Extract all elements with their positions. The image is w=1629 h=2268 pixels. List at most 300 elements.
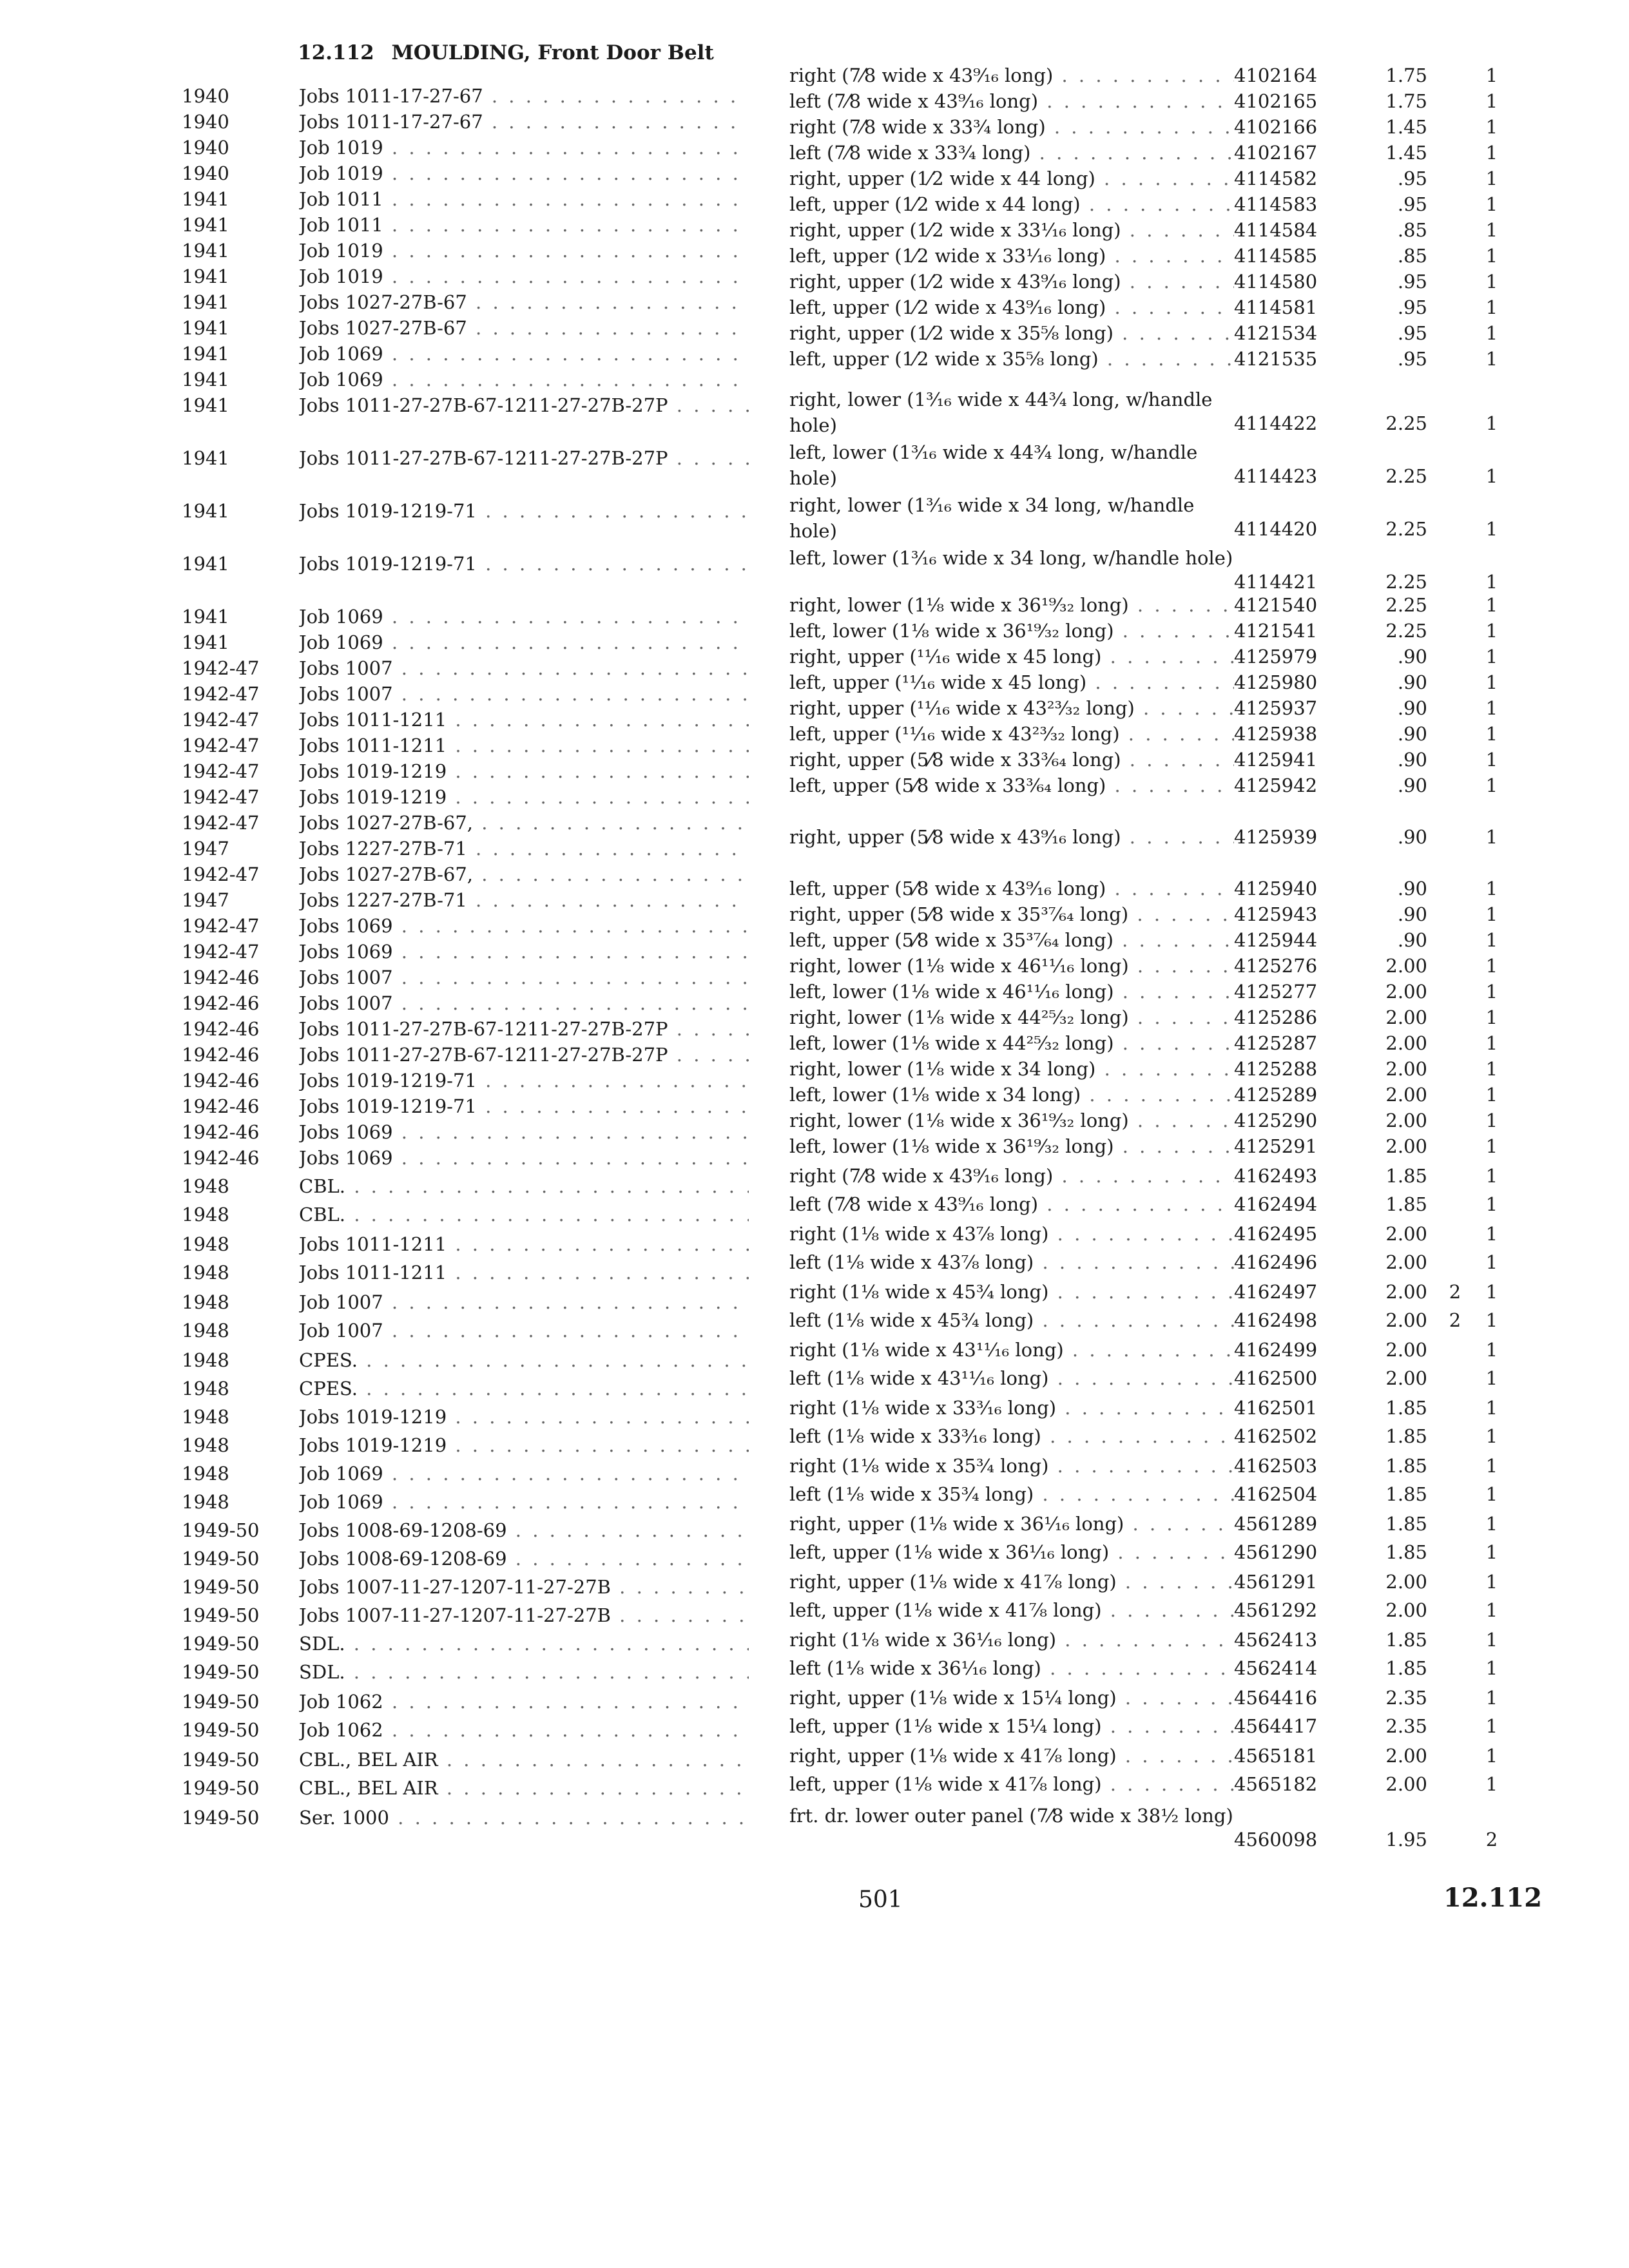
- part-quantity: 1: [1485, 1193, 1498, 1215]
- application-row: [182, 992, 749, 1018]
- footer-section-number: 12.112: [1443, 1883, 1543, 1913]
- application-row: [182, 214, 749, 240]
- part-description: left, lower (1¹⁄₈ wide x 44²⁵⁄₃₂ long) . . .: [789, 1032, 1234, 1054]
- part-price: 2.00: [1385, 1110, 1427, 1131]
- model-year: 1947: [182, 889, 229, 911]
- part-price: .90: [1397, 774, 1427, 796]
- part-quantity: 1: [1485, 1006, 1498, 1028]
- part-number: 4125287: [1234, 1032, 1318, 1054]
- body-job: Jobs 1027-27B-67, . . .: [299, 863, 749, 885]
- body-job: Jobs 1069 . . .: [299, 915, 749, 937]
- part-description: frt. dr. lower outer panel (7⁄8 wide x 38¹⁄₂ long): [789, 1805, 1233, 1827]
- model-year: 1948: [182, 1349, 229, 1371]
- model-year: 1948: [182, 1406, 229, 1428]
- body-job: Jobs 1007-11-27-1207-11-27-27B . . .: [299, 1576, 749, 1598]
- part-number: 4114585: [1234, 245, 1318, 267]
- body-job: Jobs 1069 . . .: [299, 941, 749, 963]
- part-price: .95: [1397, 296, 1427, 318]
- part-description: right, lower (1³⁄₁₆ wide x 34 long, w/handle hole): [789, 494, 1195, 542]
- body-job: Job 1011 . . .: [299, 214, 749, 236]
- part-quantity: 1: [1485, 826, 1498, 848]
- application-row: [182, 1204, 749, 1229]
- part-number: 4125980: [1234, 671, 1318, 693]
- part-number: 4125291: [1234, 1135, 1318, 1157]
- part-description: right, upper (1⁄2 wide x 35⁵⁄₈ long) . . .: [789, 322, 1234, 344]
- part-description: left (1¹⁄₈ wide x 43¹¹⁄₁₆ long) . . .: [789, 1367, 1234, 1389]
- part-number: 4565181: [1234, 1745, 1318, 1767]
- part-description: right (1¹⁄₈ wide x 43⁷⁄₈ long) . . .: [789, 1223, 1234, 1245]
- application-row: [182, 1320, 749, 1345]
- part-price: 2.00: [1385, 1135, 1427, 1157]
- part-description: right (1¹⁄₈ wide x 43¹¹⁄₁₆ long) . . .: [789, 1339, 1234, 1361]
- part-price: .90: [1397, 671, 1427, 693]
- part-price: 2.00: [1385, 1006, 1427, 1028]
- part-price: 2.00: [1385, 1309, 1427, 1331]
- part-number: 4114421: [1234, 571, 1318, 593]
- part-quantity: 1: [1485, 296, 1498, 318]
- part-description: right, lower (1¹⁄₈ wide x 36¹⁹⁄₃₂ long) . . .: [789, 1110, 1234, 1131]
- body-job: Jobs 1008-69-1208-69 . . .: [299, 1519, 749, 1541]
- part-description: left, upper (5⁄8 wide x 35³⁷⁄₆₄ long) . . .: [789, 929, 1234, 951]
- model-year: 1942-46: [182, 1121, 260, 1143]
- part-number: 4125940: [1234, 878, 1318, 899]
- part-price: 1.85: [1385, 1541, 1427, 1563]
- part-quantity: 1: [1485, 981, 1498, 1003]
- model-year: 1941: [182, 188, 229, 210]
- model-year: 1940: [182, 137, 229, 159]
- application-row: [182, 265, 749, 291]
- application-row: [182, 394, 749, 420]
- model-year: 1941: [182, 214, 229, 236]
- part-description: left, lower (1³⁄₁₆ wide x 44³⁄₄ long, w/handle hole): [789, 441, 1198, 489]
- model-year: 1942-46: [182, 1044, 260, 1066]
- body-job: Jobs 1027-27B-67 . . .: [299, 291, 749, 313]
- model-year: 1948: [182, 1204, 229, 1225]
- part-description: left, upper (5⁄8 wide x 43⁹⁄₁₆ long) . . .: [789, 878, 1234, 899]
- part-price: 2.00: [1385, 1571, 1427, 1593]
- body-job: Job 1007 . . .: [299, 1291, 749, 1313]
- part-quantity: 1: [1485, 1084, 1498, 1106]
- part-price: .95: [1397, 322, 1427, 344]
- part-quantity: 1: [1485, 1165, 1498, 1187]
- part-description: left, upper (1¹⁄₈ wide x 36¹⁄₁₆ long) . . .: [789, 1541, 1234, 1563]
- heading-number: 12.112: [298, 41, 374, 64]
- application-row: [182, 111, 749, 137]
- part-description: right, upper (1¹⁄₈ wide x 41⁷⁄₈ long) . . .: [789, 1745, 1234, 1767]
- application-row: [182, 162, 749, 188]
- part-price: 2.25: [1385, 518, 1427, 540]
- part-price: 2.00: [1385, 1599, 1427, 1621]
- part-price: 2.00: [1385, 1339, 1427, 1361]
- part-description: left (1¹⁄₈ wide x 45³⁄₄ long) . . .: [789, 1309, 1234, 1331]
- part-description: left, lower (1¹⁄₈ wide x 46¹¹⁄₁₆ long) . . .: [789, 981, 1234, 1003]
- part-quantity: 1: [1485, 1483, 1498, 1505]
- part-quantity: 1: [1485, 671, 1498, 693]
- part-price: .90: [1397, 903, 1427, 925]
- part-quantity: 1: [1485, 571, 1498, 593]
- part-description: left, upper (1¹⁄₈ wide x 41⁷⁄₈ long) . . .: [789, 1773, 1234, 1795]
- model-year: 1940: [182, 85, 229, 107]
- body-job: CPES. . . .: [299, 1378, 749, 1399]
- part-quantity: 1: [1485, 697, 1498, 719]
- part-quantity: 1: [1485, 1110, 1498, 1131]
- body-job: Jobs 1019-1219-71 . . .: [299, 1095, 749, 1117]
- part-description: right, upper (1⁄2 wide x 44 long) . . .: [789, 168, 1234, 189]
- model-year: 1942-47: [182, 941, 260, 963]
- application-row: [182, 1491, 749, 1517]
- application-row: [182, 1095, 749, 1121]
- model-year: 1941: [182, 447, 229, 469]
- heading-title: MOULDING, Front Door Belt: [391, 41, 714, 64]
- application-row: [182, 240, 749, 265]
- part-description: left, upper (¹¹⁄₁₆ wide x 45 long) . . .: [789, 671, 1234, 693]
- part-price: 2.00: [1385, 1745, 1427, 1767]
- part-number: 4162500: [1234, 1367, 1318, 1389]
- body-job: CBL. . . .: [299, 1204, 749, 1225]
- part-description: right (1¹⁄₈ wide x 33³⁄₁₆ long) . . .: [789, 1397, 1234, 1419]
- body-job: CBL., BEL AIR . . .: [299, 1749, 749, 1771]
- body-job: Job 1069 . . .: [299, 1491, 749, 1513]
- part-quantity: 1: [1485, 1629, 1498, 1651]
- part-description: left (1¹⁄₈ wide x 36¹⁄₁₆ long) . . .: [789, 1657, 1234, 1679]
- application-row: [182, 1121, 749, 1147]
- part-price: 1.45: [1385, 142, 1427, 164]
- application-row: [182, 1661, 749, 1687]
- part-quantity: 1: [1485, 116, 1498, 138]
- part-number: 4125288: [1234, 1058, 1318, 1080]
- part-price: 2.00: [1385, 1773, 1427, 1795]
- part-quantity: 1: [1485, 1309, 1498, 1331]
- part-price: 2.00: [1385, 1223, 1427, 1245]
- part-quantity: 1: [1485, 1425, 1498, 1447]
- body-job: Jobs 1019-1219 . . .: [299, 760, 749, 782]
- part-quantity: 1: [1485, 1513, 1498, 1535]
- part-price: 2.25: [1385, 465, 1427, 487]
- part-description: right, upper (5⁄8 wide x 33³⁄₆₄ long) . . .: [789, 749, 1234, 771]
- model-year: 1940: [182, 111, 229, 133]
- model-year: 1948: [182, 1175, 229, 1197]
- model-year: 1941: [182, 291, 229, 313]
- body-job: SDL. . . .: [299, 1633, 749, 1655]
- part-price: 1.75: [1385, 64, 1427, 86]
- part-number: 4114420: [1234, 518, 1318, 540]
- part-price: .90: [1397, 697, 1427, 719]
- body-job: Jobs 1069 . . .: [299, 1121, 749, 1143]
- part-number: 4125937: [1234, 697, 1318, 719]
- body-job: Jobs 1011-17-27-67 . . .: [299, 111, 749, 133]
- part-number: 4562413: [1234, 1629, 1318, 1651]
- part-quantity: 1: [1485, 1281, 1498, 1303]
- body-job: Jobs 1019-1219 . . .: [299, 1434, 749, 1456]
- part-number: 4125943: [1234, 903, 1318, 925]
- model-year: 1941: [182, 240, 229, 262]
- body-job: Jobs 1011-27-27B-67-1211-27-27B-27P . . .: [299, 394, 749, 416]
- model-year: 1949-50: [182, 1719, 260, 1741]
- application-row: [182, 447, 749, 473]
- part-description: right, lower (1¹⁄₈ wide x 46¹¹⁄₁₆ long) . . .: [789, 955, 1234, 977]
- part-number: 4561289: [1234, 1513, 1318, 1535]
- part-quantity: 1: [1485, 322, 1498, 344]
- body-job: Job 1069 . . .: [299, 631, 749, 653]
- application-row: [182, 1349, 749, 1375]
- model-year: 1941: [182, 606, 229, 628]
- part-price: .90: [1397, 749, 1427, 771]
- part-number: 4125290: [1234, 1110, 1318, 1131]
- part-quantity: 1: [1485, 90, 1498, 112]
- model-year: 1941: [182, 343, 229, 365]
- part-number: 4162499: [1234, 1339, 1318, 1361]
- application-row: [182, 1262, 749, 1287]
- part-description: left (7⁄8 wide x 33³⁄₄ long) . . .: [789, 142, 1234, 164]
- part-description: left, upper (1⁄2 wide x 33¹⁄₁₆ long) . . .: [789, 245, 1234, 267]
- model-year: 1942-46: [182, 1095, 260, 1117]
- part-number: 4102166: [1234, 116, 1318, 138]
- part-number: 4162494: [1234, 1193, 1318, 1215]
- part-description: left, lower (1³⁄₁₆ wide x 34 long, w/handle hole): [789, 547, 1233, 569]
- model-year: 1949-50: [182, 1633, 260, 1655]
- part-description: left, upper (1⁄2 wide x 43⁹⁄₁₆ long) . . .: [789, 296, 1234, 318]
- part-price: 2.00: [1385, 981, 1427, 1003]
- model-year: 1942-47: [182, 760, 260, 782]
- model-year: 1940: [182, 162, 229, 184]
- part-number: 4125286: [1234, 1006, 1318, 1028]
- body-job: Job 1069 . . .: [299, 369, 749, 390]
- part-price: 1.85: [1385, 1193, 1427, 1215]
- model-year: 1942-47: [182, 735, 260, 756]
- application-row: [182, 291, 749, 317]
- part-number: 4162504: [1234, 1483, 1318, 1505]
- part-quantity: 1: [1485, 646, 1498, 668]
- model-year: 1941: [182, 317, 229, 339]
- model-year: 1942-46: [182, 1070, 260, 1091]
- part-quantity: 1: [1485, 1541, 1498, 1563]
- application-row: [182, 500, 749, 526]
- body-job: Ser. 1000 . . .: [299, 1807, 749, 1829]
- application-row: [182, 812, 749, 838]
- part-quantity: 1: [1485, 1397, 1498, 1419]
- application-row: [182, 709, 749, 735]
- part-description: right (7⁄8 wide x 33³⁄₄ long) . . .: [789, 116, 1234, 138]
- model-year: 1948: [182, 1378, 229, 1399]
- part-number: 4162502: [1234, 1425, 1318, 1447]
- model-year: 1942-47: [182, 786, 260, 808]
- application-row: [182, 1807, 749, 1832]
- part-price: .85: [1397, 245, 1427, 267]
- part-number: 4565182: [1234, 1773, 1318, 1795]
- part-number: 4564416: [1234, 1687, 1318, 1709]
- application-row: [182, 863, 749, 889]
- part-group-code: 2: [1449, 1309, 1461, 1331]
- part-quantity: 1: [1485, 193, 1498, 215]
- part-price: 1.85: [1385, 1455, 1427, 1477]
- part-number: 4125944: [1234, 929, 1318, 951]
- application-row: [182, 1018, 749, 1044]
- body-job: SDL. . . .: [299, 1661, 749, 1683]
- part-number: 4162496: [1234, 1251, 1318, 1273]
- part-price: 1.45: [1385, 116, 1427, 138]
- body-job: Job 1069 . . .: [299, 343, 749, 365]
- body-job: Jobs 1027-27B-67, . . .: [299, 812, 749, 834]
- part-description: right (1¹⁄₈ wide x 35³⁄₄ long) . . .: [789, 1455, 1234, 1477]
- part-description: left (1¹⁄₈ wide x 33³⁄₁₆ long) . . .: [789, 1425, 1234, 1447]
- part-quantity: 1: [1485, 929, 1498, 951]
- body-job: Jobs 1011-17-27-67 . . .: [299, 85, 749, 107]
- application-row: [182, 941, 749, 966]
- model-year: 1948: [182, 1291, 229, 1313]
- part-quantity: 1: [1485, 1032, 1498, 1054]
- body-job: Jobs 1011-27-27B-67-1211-27-27B-27P . . .: [299, 1018, 749, 1040]
- model-year: 1941: [182, 265, 229, 287]
- part-price: 2.25: [1385, 620, 1427, 642]
- model-year: 1941: [182, 500, 229, 522]
- part-number: 4121541: [1234, 620, 1318, 642]
- part-description: right (7⁄8 wide x 43⁹⁄₁₆ long) . . .: [789, 1165, 1234, 1187]
- part-description: right, upper (1¹⁄₈ wide x 41⁷⁄₈ long) . . .: [789, 1571, 1234, 1593]
- model-year: 1949-50: [182, 1604, 260, 1626]
- part-number: 4121534: [1234, 322, 1318, 344]
- part-description: right, upper (1¹⁄₈ wide x 36¹⁄₁₆ long) . . .: [789, 1513, 1234, 1535]
- body-job: CPES. . . .: [299, 1349, 749, 1371]
- part-quantity: 1: [1485, 594, 1498, 616]
- body-job: Jobs 1011-1211 . . .: [299, 1262, 749, 1283]
- part-description: left (1¹⁄₈ wide x 43⁷⁄₈ long) . . .: [789, 1251, 1234, 1273]
- part-description: right, upper (1¹⁄₈ wide x 15¹⁄₄ long) . . .: [789, 1687, 1234, 1709]
- body-job: Jobs 1007 . . .: [299, 683, 749, 705]
- application-row: [182, 1233, 749, 1259]
- part-quantity: 1: [1485, 168, 1498, 189]
- part-quantity: 1: [1485, 1058, 1498, 1080]
- part-description: right (1¹⁄₈ wide x 36¹⁄₁₆ long) . . .: [789, 1629, 1234, 1651]
- application-row: [182, 1406, 749, 1432]
- application-row: [182, 1604, 749, 1630]
- application-row: [182, 1070, 749, 1095]
- model-year: 1948: [182, 1463, 229, 1485]
- part-price: 2.25: [1385, 571, 1427, 593]
- part-group-code: 2: [1449, 1281, 1461, 1303]
- part-description: right, lower (1³⁄₁₆ wide x 44³⁄₄ long, w/handle hole): [789, 389, 1213, 436]
- application-row: [182, 1576, 749, 1602]
- part-number: 4121535: [1234, 348, 1318, 370]
- body-job: Jobs 1011-27-27B-67-1211-27-27B-27P . . .: [299, 447, 749, 469]
- part-quantity: 1: [1485, 1687, 1498, 1709]
- model-year: 1942-47: [182, 683, 260, 705]
- part-price: 1.85: [1385, 1657, 1427, 1679]
- body-job: Jobs 1007 . . .: [299, 992, 749, 1014]
- part-price: 1.75: [1385, 90, 1427, 112]
- part-number: 4114581: [1234, 296, 1318, 318]
- part-description: left, upper (5⁄8 wide x 33³⁄₆₄ long) . . .: [789, 774, 1234, 796]
- application-row: [182, 1749, 749, 1774]
- part-quantity: 1: [1485, 465, 1498, 487]
- part-price: .90: [1397, 826, 1427, 848]
- part-price: .95: [1397, 271, 1427, 293]
- part-price: 2.35: [1385, 1687, 1427, 1709]
- part-price: 2.25: [1385, 412, 1427, 434]
- part-price: 1.85: [1385, 1425, 1427, 1447]
- body-job: Jobs 1019-1219 . . .: [299, 1406, 749, 1428]
- model-year: 1942-46: [182, 992, 260, 1014]
- part-description: left, upper (1¹⁄₈ wide x 41⁷⁄₈ long) . . .: [789, 1599, 1234, 1621]
- part-description: left, upper (1¹⁄₈ wide x 15¹⁄₄ long) . . .: [789, 1715, 1234, 1737]
- model-year: 1942-46: [182, 1018, 260, 1040]
- application-row: [182, 631, 749, 657]
- model-year: 1941: [182, 631, 229, 653]
- application-row: [182, 1147, 749, 1173]
- application-row: [182, 1434, 749, 1460]
- part-number: 4125979: [1234, 646, 1318, 668]
- section-heading: [298, 41, 714, 64]
- part-description: left, upper (¹¹⁄₁₆ wide x 43²³⁄₃₂ long) . . .: [789, 723, 1234, 745]
- part-price: 2.00: [1385, 955, 1427, 977]
- application-row: [182, 683, 749, 709]
- application-row: [182, 85, 749, 111]
- part-price: 2.00: [1385, 1367, 1427, 1389]
- part-quantity: 1: [1485, 142, 1498, 164]
- application-row: [182, 889, 749, 915]
- model-year: 1948: [182, 1320, 229, 1341]
- model-year: 1949-50: [182, 1548, 260, 1570]
- part-quantity: 1: [1485, 620, 1498, 642]
- model-year: 1948: [182, 1491, 229, 1513]
- part-description: right, upper (¹¹⁄₁₆ wide x 45 long) . . .: [789, 646, 1234, 668]
- part-price: .90: [1397, 878, 1427, 899]
- model-year: 1942-46: [182, 1147, 260, 1169]
- part-price: 2.00: [1385, 1058, 1427, 1080]
- part-quantity: 1: [1485, 1455, 1498, 1477]
- model-year: 1942-47: [182, 709, 260, 731]
- part-description: right, upper (¹¹⁄₁₆ wide x 43²³⁄₃₂ long) . . .: [789, 697, 1234, 719]
- model-year: 1947: [182, 838, 229, 860]
- part-number: 4125289: [1234, 1084, 1318, 1106]
- part-quantity: 1: [1485, 271, 1498, 293]
- application-row: [182, 1175, 749, 1201]
- body-job: Jobs 1069 . . .: [299, 1147, 749, 1169]
- model-year: 1949-50: [182, 1576, 260, 1598]
- model-year: 1948: [182, 1434, 229, 1456]
- model-year: 1948: [182, 1262, 229, 1283]
- part-number: 4162501: [1234, 1397, 1318, 1419]
- body-job: Jobs 1011-1211 . . .: [299, 1233, 749, 1255]
- part-number: 4114580: [1234, 271, 1318, 293]
- body-job: Job 1069 . . .: [299, 1463, 749, 1485]
- application-row: [182, 1378, 749, 1403]
- part-description: right, lower (1¹⁄₈ wide x 34 long) . . .: [789, 1058, 1234, 1080]
- part-price: 1.85: [1385, 1629, 1427, 1651]
- model-year: 1942-47: [182, 657, 260, 679]
- part-quantity: 1: [1485, 1571, 1498, 1593]
- part-description: right, upper (5⁄8 wide x 43⁹⁄₁₆ long) . . .: [789, 826, 1234, 848]
- part-description: left (7⁄8 wide x 43⁹⁄₁₆ long) . . .: [789, 90, 1234, 112]
- part-price: .85: [1397, 219, 1427, 241]
- part-number: 4561290: [1234, 1541, 1318, 1563]
- body-job: Jobs 1019-1219 . . .: [299, 786, 749, 808]
- part-number: 4125276: [1234, 955, 1318, 977]
- body-job: Job 1011 . . .: [299, 188, 749, 210]
- model-year: 1948: [182, 1233, 229, 1255]
- application-row: [182, 1548, 749, 1573]
- application-row: [182, 1777, 749, 1803]
- body-job: Jobs 1027-27B-67 . . .: [299, 317, 749, 339]
- application-row: [182, 735, 749, 760]
- body-job: CBL. . . .: [299, 1175, 749, 1197]
- body-job: Jobs 1008-69-1208-69 . . .: [299, 1548, 749, 1570]
- model-year: 1942-47: [182, 812, 260, 834]
- body-job: Job 1019 . . .: [299, 240, 749, 262]
- page-number: 501: [858, 1887, 903, 1913]
- part-price: 2.00: [1385, 1281, 1427, 1303]
- body-job: Job 1019 . . .: [299, 162, 749, 184]
- application-row: [182, 966, 749, 992]
